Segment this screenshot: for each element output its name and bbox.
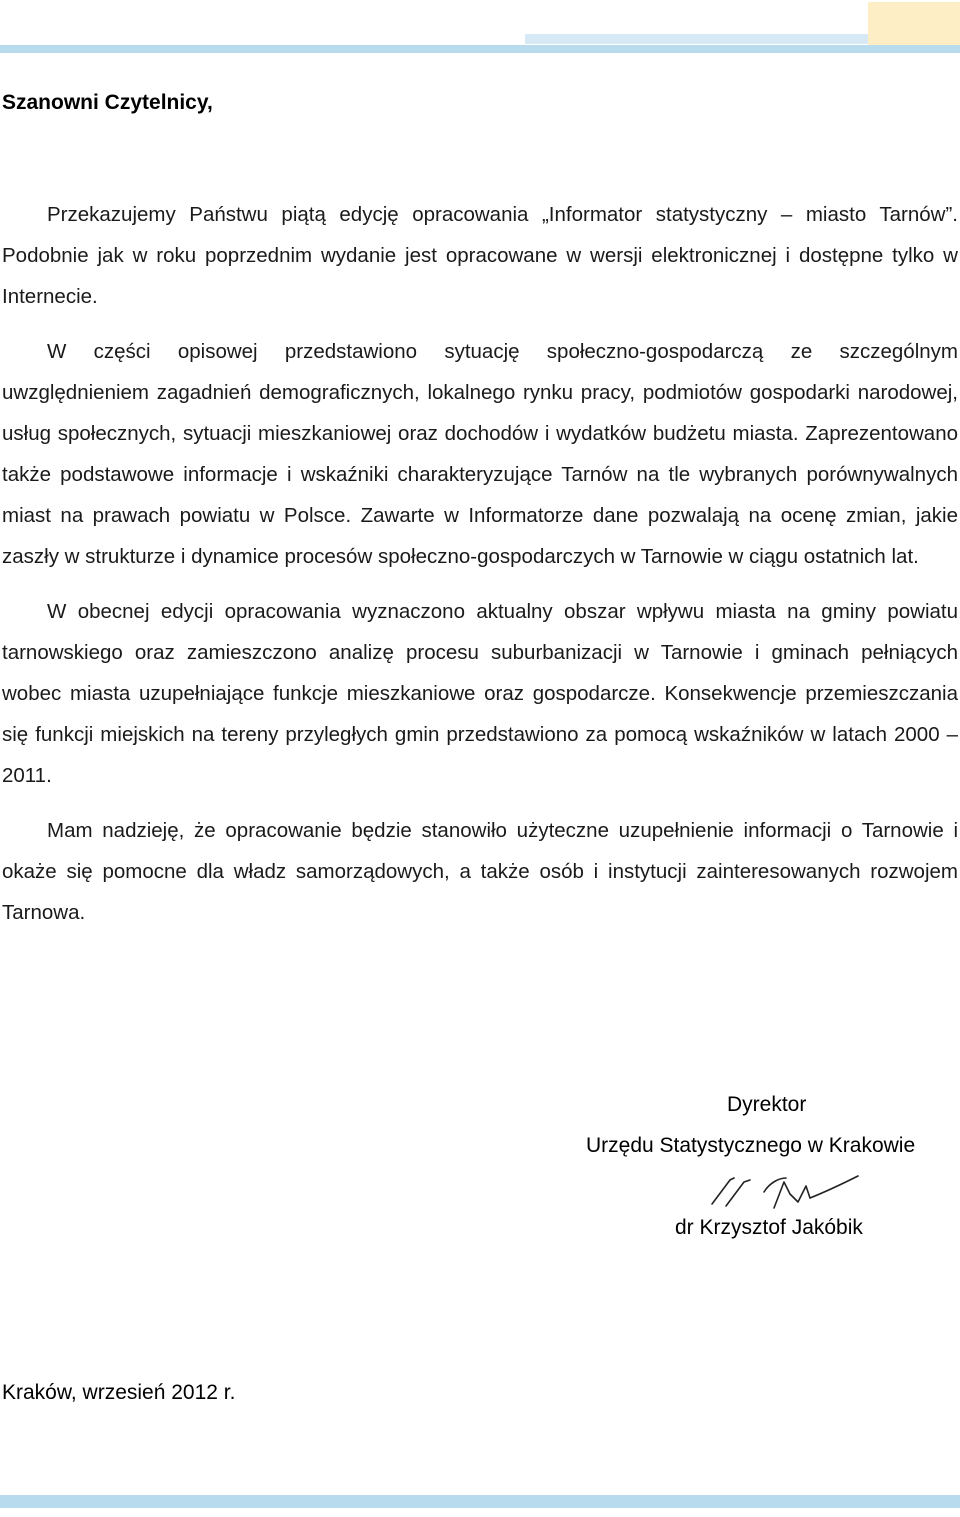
handwritten-signature (708, 1172, 863, 1212)
header-accent-block (868, 2, 960, 46)
signatory-name: dr Krzysztof Jakóbik (675, 1216, 863, 1239)
paragraph-current-edition: W obecnej edycji opracowania wyznaczono aktualny obszar wpływu miasta na gminy powiatu tarnowskiego oraz zamieszczono analizę procesu suburbanizacji w Tarnowie i gminach pełniących wobec miasta uzupełniające funkcje mieszkaniowe oraz gospodarcze. Konsekwencje przemieszczania się funkcji miejskich na tereny przyległych gmin przedstawiono za pomocą wskaźników w latach 2000 – 2011. (2, 600, 958, 787)
signatory-office: Urzędu Statystycznego w Krakowie (586, 1134, 916, 1157)
footer-bar (0, 1495, 960, 1508)
signatory-title: Dyrektor (727, 1093, 807, 1116)
paragraph-closing: Mam nadzieję, że opracowanie będzie stanowiło użyteczne uzupełnienie informacji o Tarnowie i okaże się pomocne dla władz samorządowych, a także osób i instytucji zainteresowanych rozwojem Tarnowa. (2, 819, 958, 924)
letter-body (2, 194, 958, 933)
salutation: Szanowni Czytelnicy, (2, 91, 213, 114)
paragraph-intro: Przekazujemy Państwu piątą edycję opracowania „Informator statystyczny – miasto Tarnów”. Podobnie jak w roku poprzednim wydanie jest opracowane w wersji elektronicznej i dostępne tylko w Internecie. (2, 203, 958, 308)
header-bar (0, 45, 960, 53)
paragraph-descriptive-part: W części opisowej przedstawiono sytuację społeczno-gospodarczą ze szczególnym uwzględnieniem zagadnień demograficznych, lokalnego rynku pracy, podmiotów gospodarki narodowej, usług społecznych, sytuacji mieszkaniowej oraz dochodów i wydatków budżetu miasta. Zaprezentowano także podstawowe informacje i wskaźniki charakteryzujące Tarnów na tle wybranych porównywalnych miast na prawach powiatu w Polsce. Zawarte w Informatorze dane pozwalają na ocenę zmian, jakie zaszły w strukturze i dynamice procesów społeczno-gospodarczych w Tarnowie w ciągu ostatnich lat. (2, 340, 958, 568)
place-and-date: Kraków, wrzesień 2012 r. (2, 1381, 236, 1404)
header-accent-bar (525, 34, 868, 44)
